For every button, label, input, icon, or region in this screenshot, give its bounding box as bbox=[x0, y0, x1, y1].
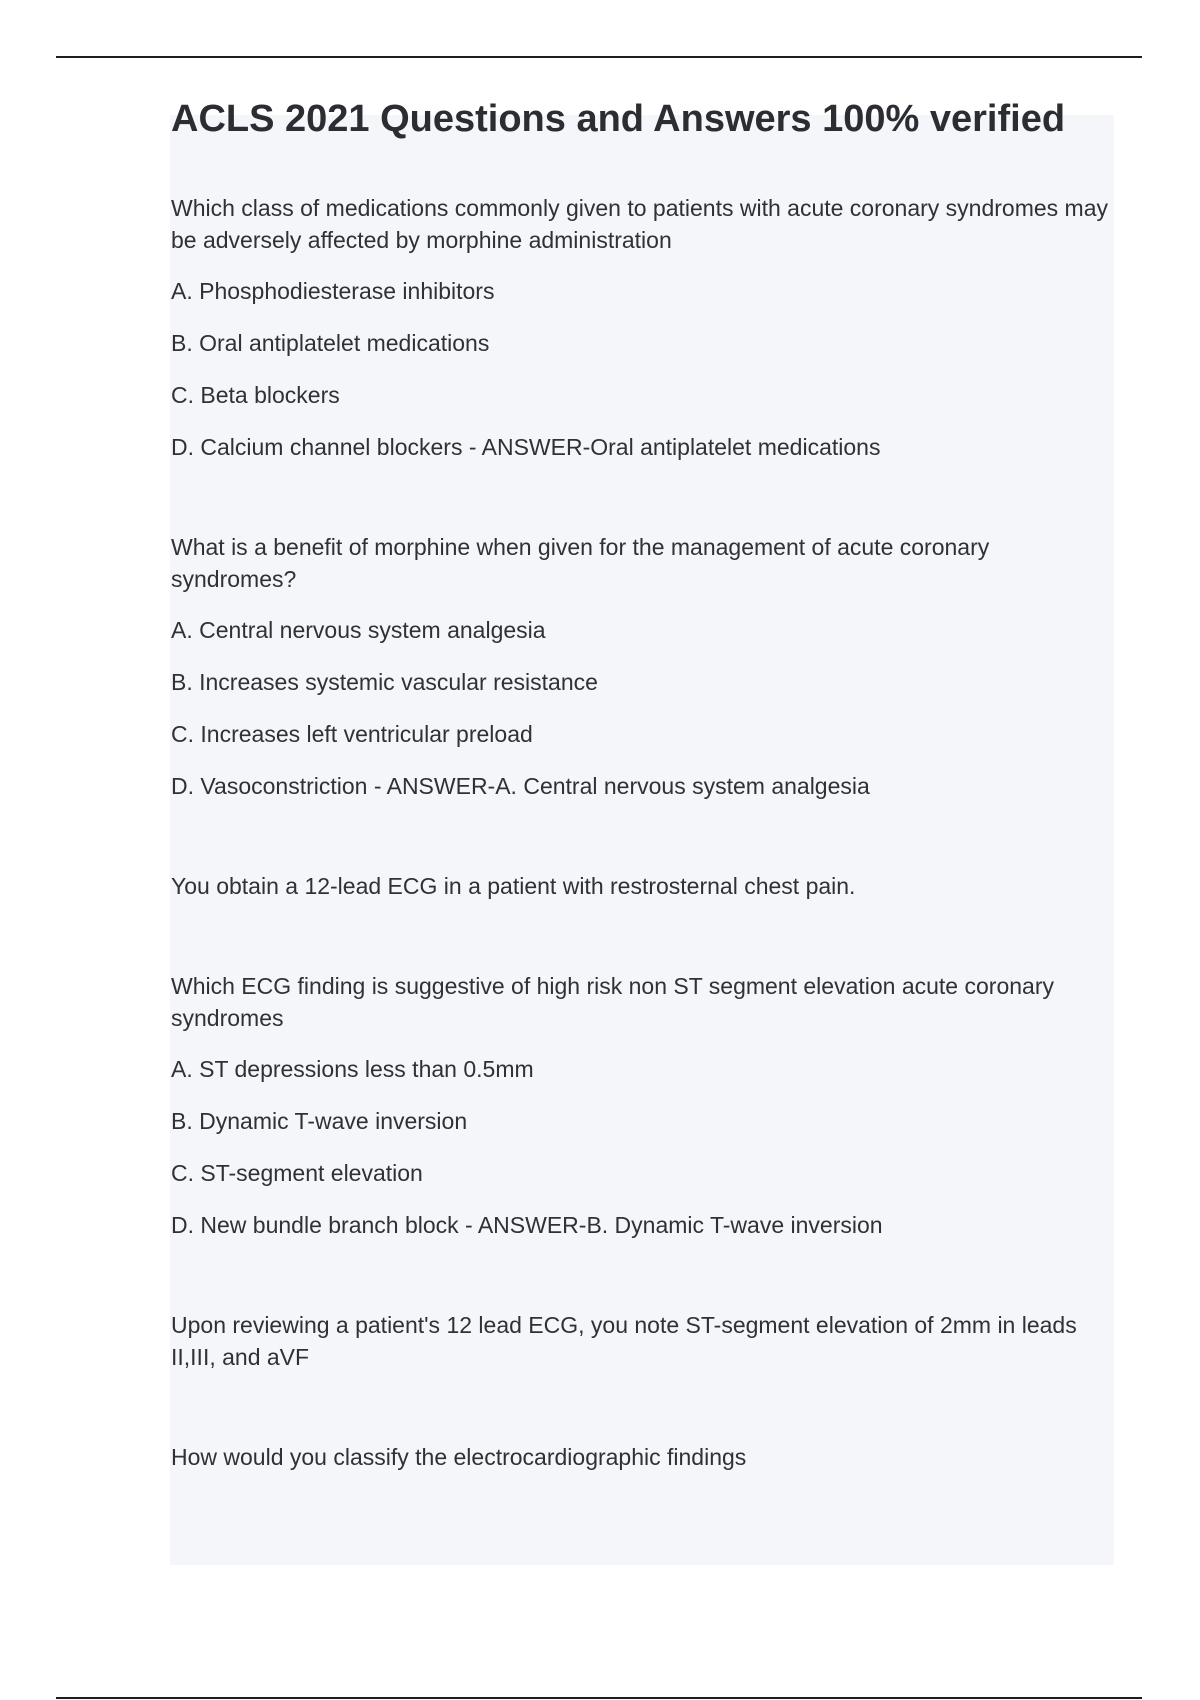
question-text: Which ECG finding is suggestive of high risk non ST segment elevation acute coronary syndromes bbox=[171, 973, 1054, 1031]
question-text: What is a benefit of morphine when given for the management of acute coronary syndromes? bbox=[171, 534, 990, 592]
answer-option: D. Calcium channel blockers - ANSWER-Oral antiplatelet medications bbox=[171, 434, 881, 460]
qa-block-6 bbox=[171, 1441, 1111, 1473]
qa-block-5 bbox=[171, 1309, 1111, 1373]
question-text: Upon reviewing a patient's 12 lead ECG, you note ST-segment elevation of 2mm in leads II,III, and aVF bbox=[171, 1312, 1077, 1370]
question-text: You obtain a 12-lead ECG in a patient with restrosternal chest pain. bbox=[171, 873, 856, 899]
answer-option: C. Increases left ventricular preload bbox=[171, 721, 533, 747]
qa-block-3 bbox=[171, 870, 1111, 902]
answer-option: A. Central nervous system analgesia bbox=[171, 617, 546, 643]
answer-option: A. Phosphodiesterase inhibitors bbox=[171, 278, 495, 304]
answer-option: D. Vasoconstriction - ANSWER-A. Central nervous system analgesia bbox=[171, 773, 870, 799]
answer-option: C. Beta blockers bbox=[171, 382, 340, 408]
answer-option: A. ST depressions less than 0.5mm bbox=[171, 1056, 534, 1082]
qa-block-2 bbox=[171, 531, 1111, 802]
question-text: How would you classify the electrocardiographic findings bbox=[171, 1444, 747, 1470]
document-body bbox=[171, 98, 1111, 1473]
bottom-rule bbox=[56, 1697, 1142, 1699]
answer-option: C. ST-segment elevation bbox=[171, 1160, 423, 1186]
answer-option: D. New bundle branch block - ANSWER-B. Dynamic T-wave inversion bbox=[171, 1212, 883, 1238]
answer-option: B. Increases systemic vascular resistance bbox=[171, 669, 598, 695]
page-title: ACLS 2021 Questions and Answers 100% verified bbox=[171, 98, 1066, 140]
answer-option: B. Dynamic T-wave inversion bbox=[171, 1108, 468, 1134]
top-rule bbox=[56, 56, 1142, 58]
qa-block-1 bbox=[171, 192, 1111, 463]
qa-block-4 bbox=[171, 970, 1111, 1241]
answer-option: B. Oral antiplatelet medications bbox=[171, 330, 490, 356]
question-text: Which class of medications commonly given to patients with acute coronary syndromes may be adversely affected by morphine administration bbox=[171, 195, 1109, 253]
